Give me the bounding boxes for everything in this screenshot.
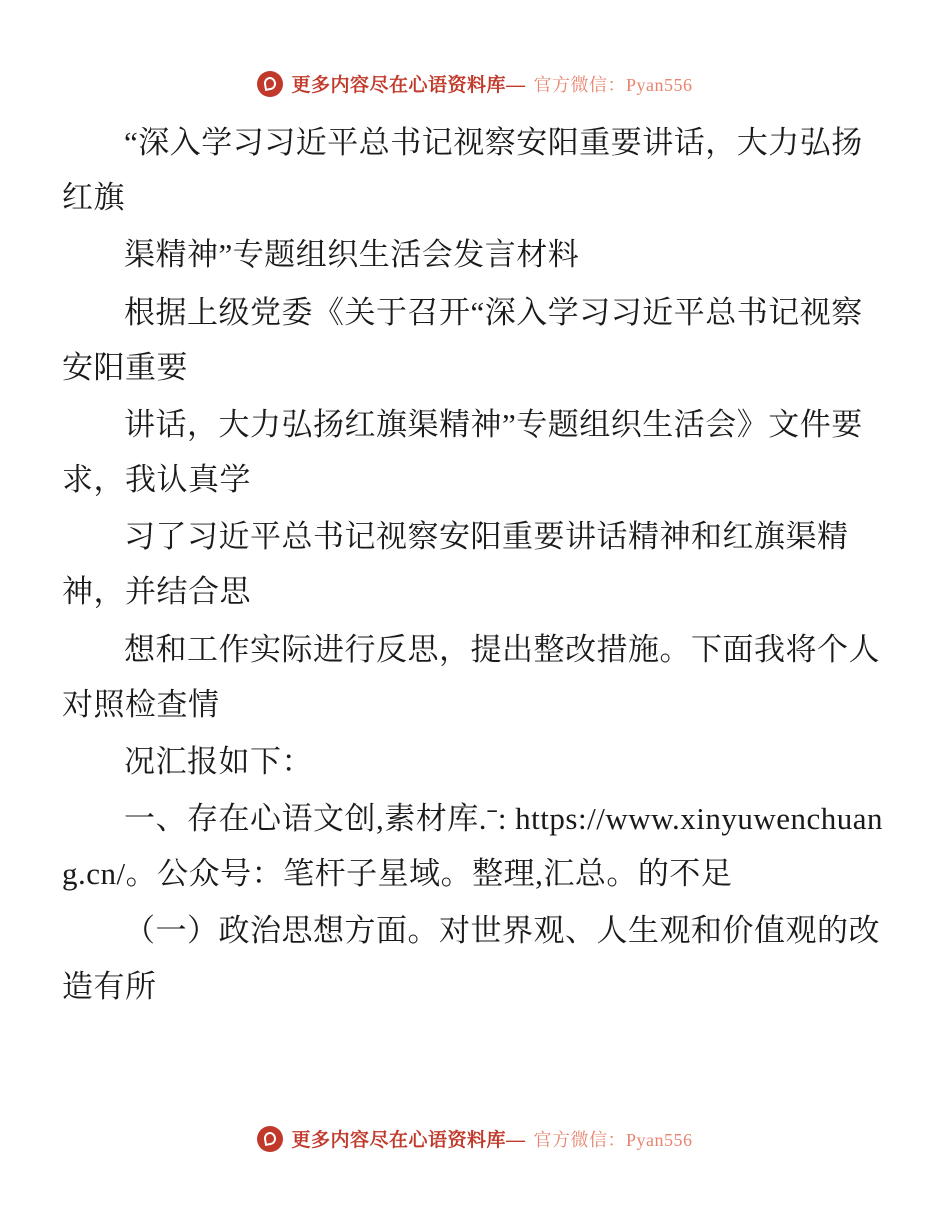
document-paragraph-2: 讲话，大力弘扬红旗渠精神”专题组织生活会》文件要求，我认真学: [62, 406, 863, 498]
document-paragraph-6: 一、存在心语文创,素材库.ˉ: https://www.xinyuwenchuang.cn/。公众号：笔杆子星域。整理,汇总。的不足: [62, 801, 883, 892]
water-drop-logo-icon: [257, 71, 283, 97]
document-body: [0, 115, 950, 1230]
document-title-line-1: “深入学习习近平总书记视察安阳重要讲话，大力弘扬红旗: [62, 125, 863, 216]
watermark-wechat-text: 官方微信：Pyan556: [533, 1129, 693, 1150]
watermark-main-text: 更多内容尽在心语资料库—: [291, 75, 526, 96]
document-paragraph-7: （一）政治思想方面。对世界观、人生观和价值观的改造有所: [62, 913, 880, 1004]
watermark-header: [0, 70, 950, 97]
document-paragraph-5: 况汇报如下：: [124, 743, 313, 779]
water-drop-logo-icon: [257, 1126, 283, 1152]
watermark-wechat-text: 官方微信：Pyan556: [533, 74, 693, 95]
watermark-footer: [0, 1125, 950, 1152]
watermark-main-text: 更多内容尽在心语资料库—: [291, 1130, 526, 1151]
document-paragraph-3: 习了习近平总书记视察安阳重要讲话精神和红旗渠精神，并结合思: [62, 519, 849, 610]
document-title-line-2: 渠精神”专题组织生活会发言材料: [124, 237, 580, 273]
document-paragraph-4: 想和工作实际进行反思，提出整改措施。下面我将个人对照检查情: [62, 631, 880, 722]
document-paragraph-1: 根据上级党委《关于召开“深入学习习近平总书记视察安阳重要: [62, 294, 863, 385]
